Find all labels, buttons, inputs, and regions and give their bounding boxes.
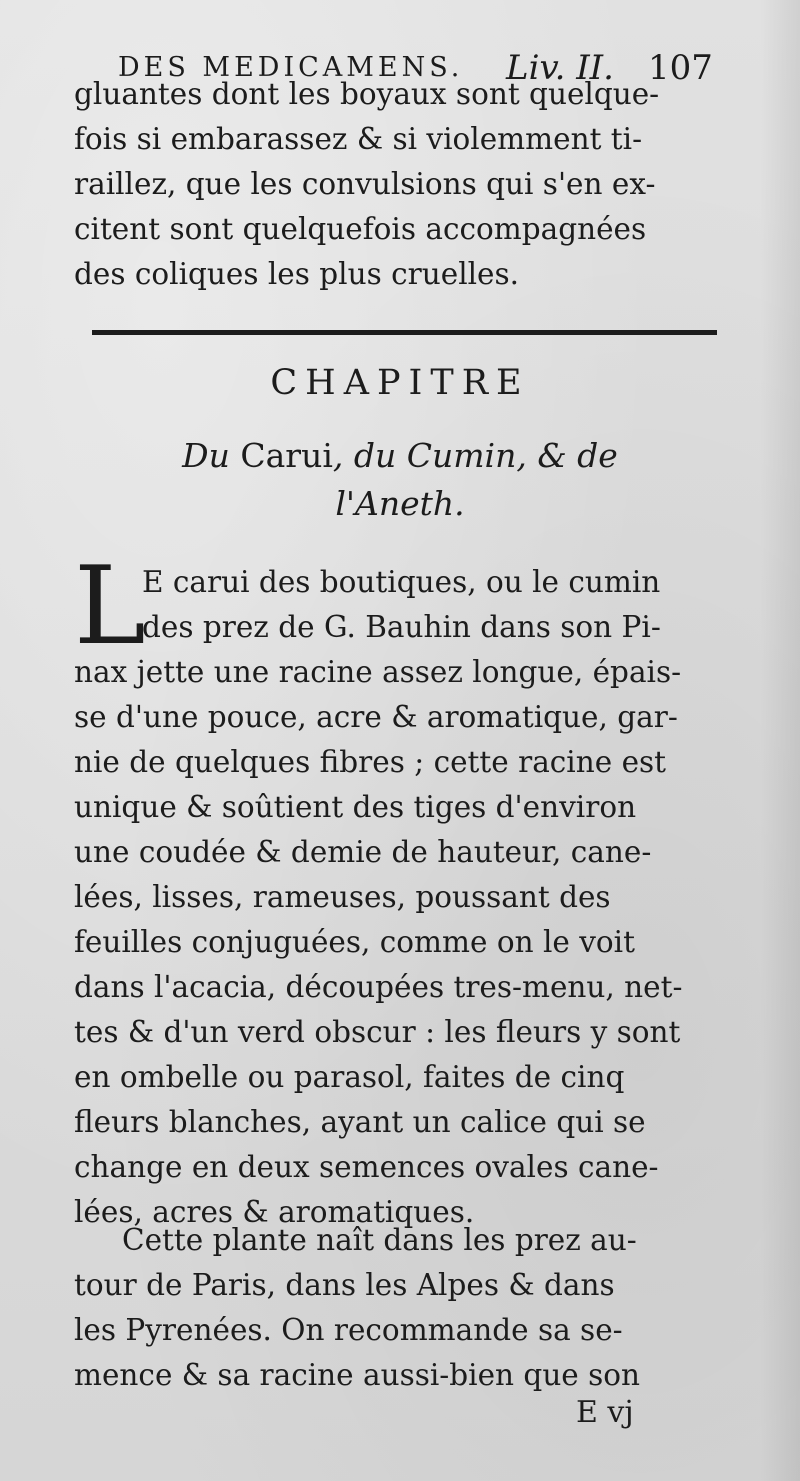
text-line: citent sont quelquefois accompagnées bbox=[74, 212, 647, 246]
text-line: des coliques les plus cruelles. bbox=[74, 257, 520, 291]
text-line: se d'une pouce, acre & aromatique, gar- bbox=[74, 700, 678, 734]
page-number: 107 bbox=[648, 48, 713, 88]
chapter-title-line-2: l'Aneth. bbox=[335, 484, 465, 523]
signature-mark: E vj bbox=[576, 1395, 634, 1430]
book-number: Liv. II. bbox=[506, 48, 614, 88]
chapter-title-du: Du bbox=[182, 436, 230, 475]
second-paragraph bbox=[74, 1218, 734, 1398]
text-line: Cette plante naît dans les prez au- bbox=[122, 1223, 637, 1257]
text-line: E carui des boutiques, ou le cumin bbox=[142, 565, 661, 599]
section-divider bbox=[92, 330, 717, 335]
text-line: nie de quelques fibres ; cette racine est bbox=[74, 745, 667, 779]
text-line: fois si embarassez & si violemment ti- bbox=[74, 122, 643, 156]
text-line: des prez de G. Bauhin dans son Pi- bbox=[142, 610, 661, 644]
page-edge-shadow bbox=[760, 0, 800, 1481]
text-line: lées, acres & aromatiques. bbox=[74, 1195, 475, 1229]
text-line: lées, lisses, rameuses, poussant des bbox=[74, 880, 611, 914]
text-line: raillez, que les convulsions qui s'en ex- bbox=[74, 167, 656, 201]
text-line: fleurs blanches, ayant un calice qui se bbox=[74, 1105, 646, 1139]
chapter-title-carui: Carui bbox=[240, 436, 333, 475]
text-line: mence & sa racine aussi-bien que son bbox=[74, 1358, 641, 1392]
chapter-title bbox=[0, 432, 800, 528]
chapter-title-rest: , du Cumin, & de bbox=[332, 436, 618, 475]
text-line: unique & soûtient des tiges d'environ bbox=[74, 790, 637, 824]
text-line: les Pyrenées. On recommande sa se- bbox=[74, 1313, 623, 1347]
main-paragraph bbox=[74, 560, 734, 1235]
text-line: dans l'acacia, découpées tres-menu, net- bbox=[74, 970, 683, 1004]
text-line: feuilles conjuguées, comme on le voit bbox=[74, 925, 635, 959]
chapter-heading: CHAPITRE bbox=[270, 363, 530, 403]
intro-paragraph bbox=[74, 72, 734, 297]
text-line: nax jette une racine assez longue, épais- bbox=[74, 655, 682, 689]
text-line: tour de Paris, dans les Alpes & dans bbox=[74, 1268, 615, 1302]
text-line: change en deux semences ovales cane- bbox=[74, 1150, 659, 1184]
text-line: une coudée & demie de hauteur, cane- bbox=[74, 835, 652, 869]
text-line: gluantes dont les boyaux sont quelque- bbox=[74, 77, 660, 111]
text-line: en ombelle ou parasol, faites de cinq bbox=[74, 1060, 625, 1094]
drop-cap: L bbox=[74, 544, 146, 669]
chapter-title-line-1 bbox=[0, 432, 800, 480]
text-line: tes & d'un verd obscur : les fleurs y sont bbox=[74, 1015, 681, 1049]
running-title: DES MEDICAMENS. bbox=[118, 52, 464, 83]
